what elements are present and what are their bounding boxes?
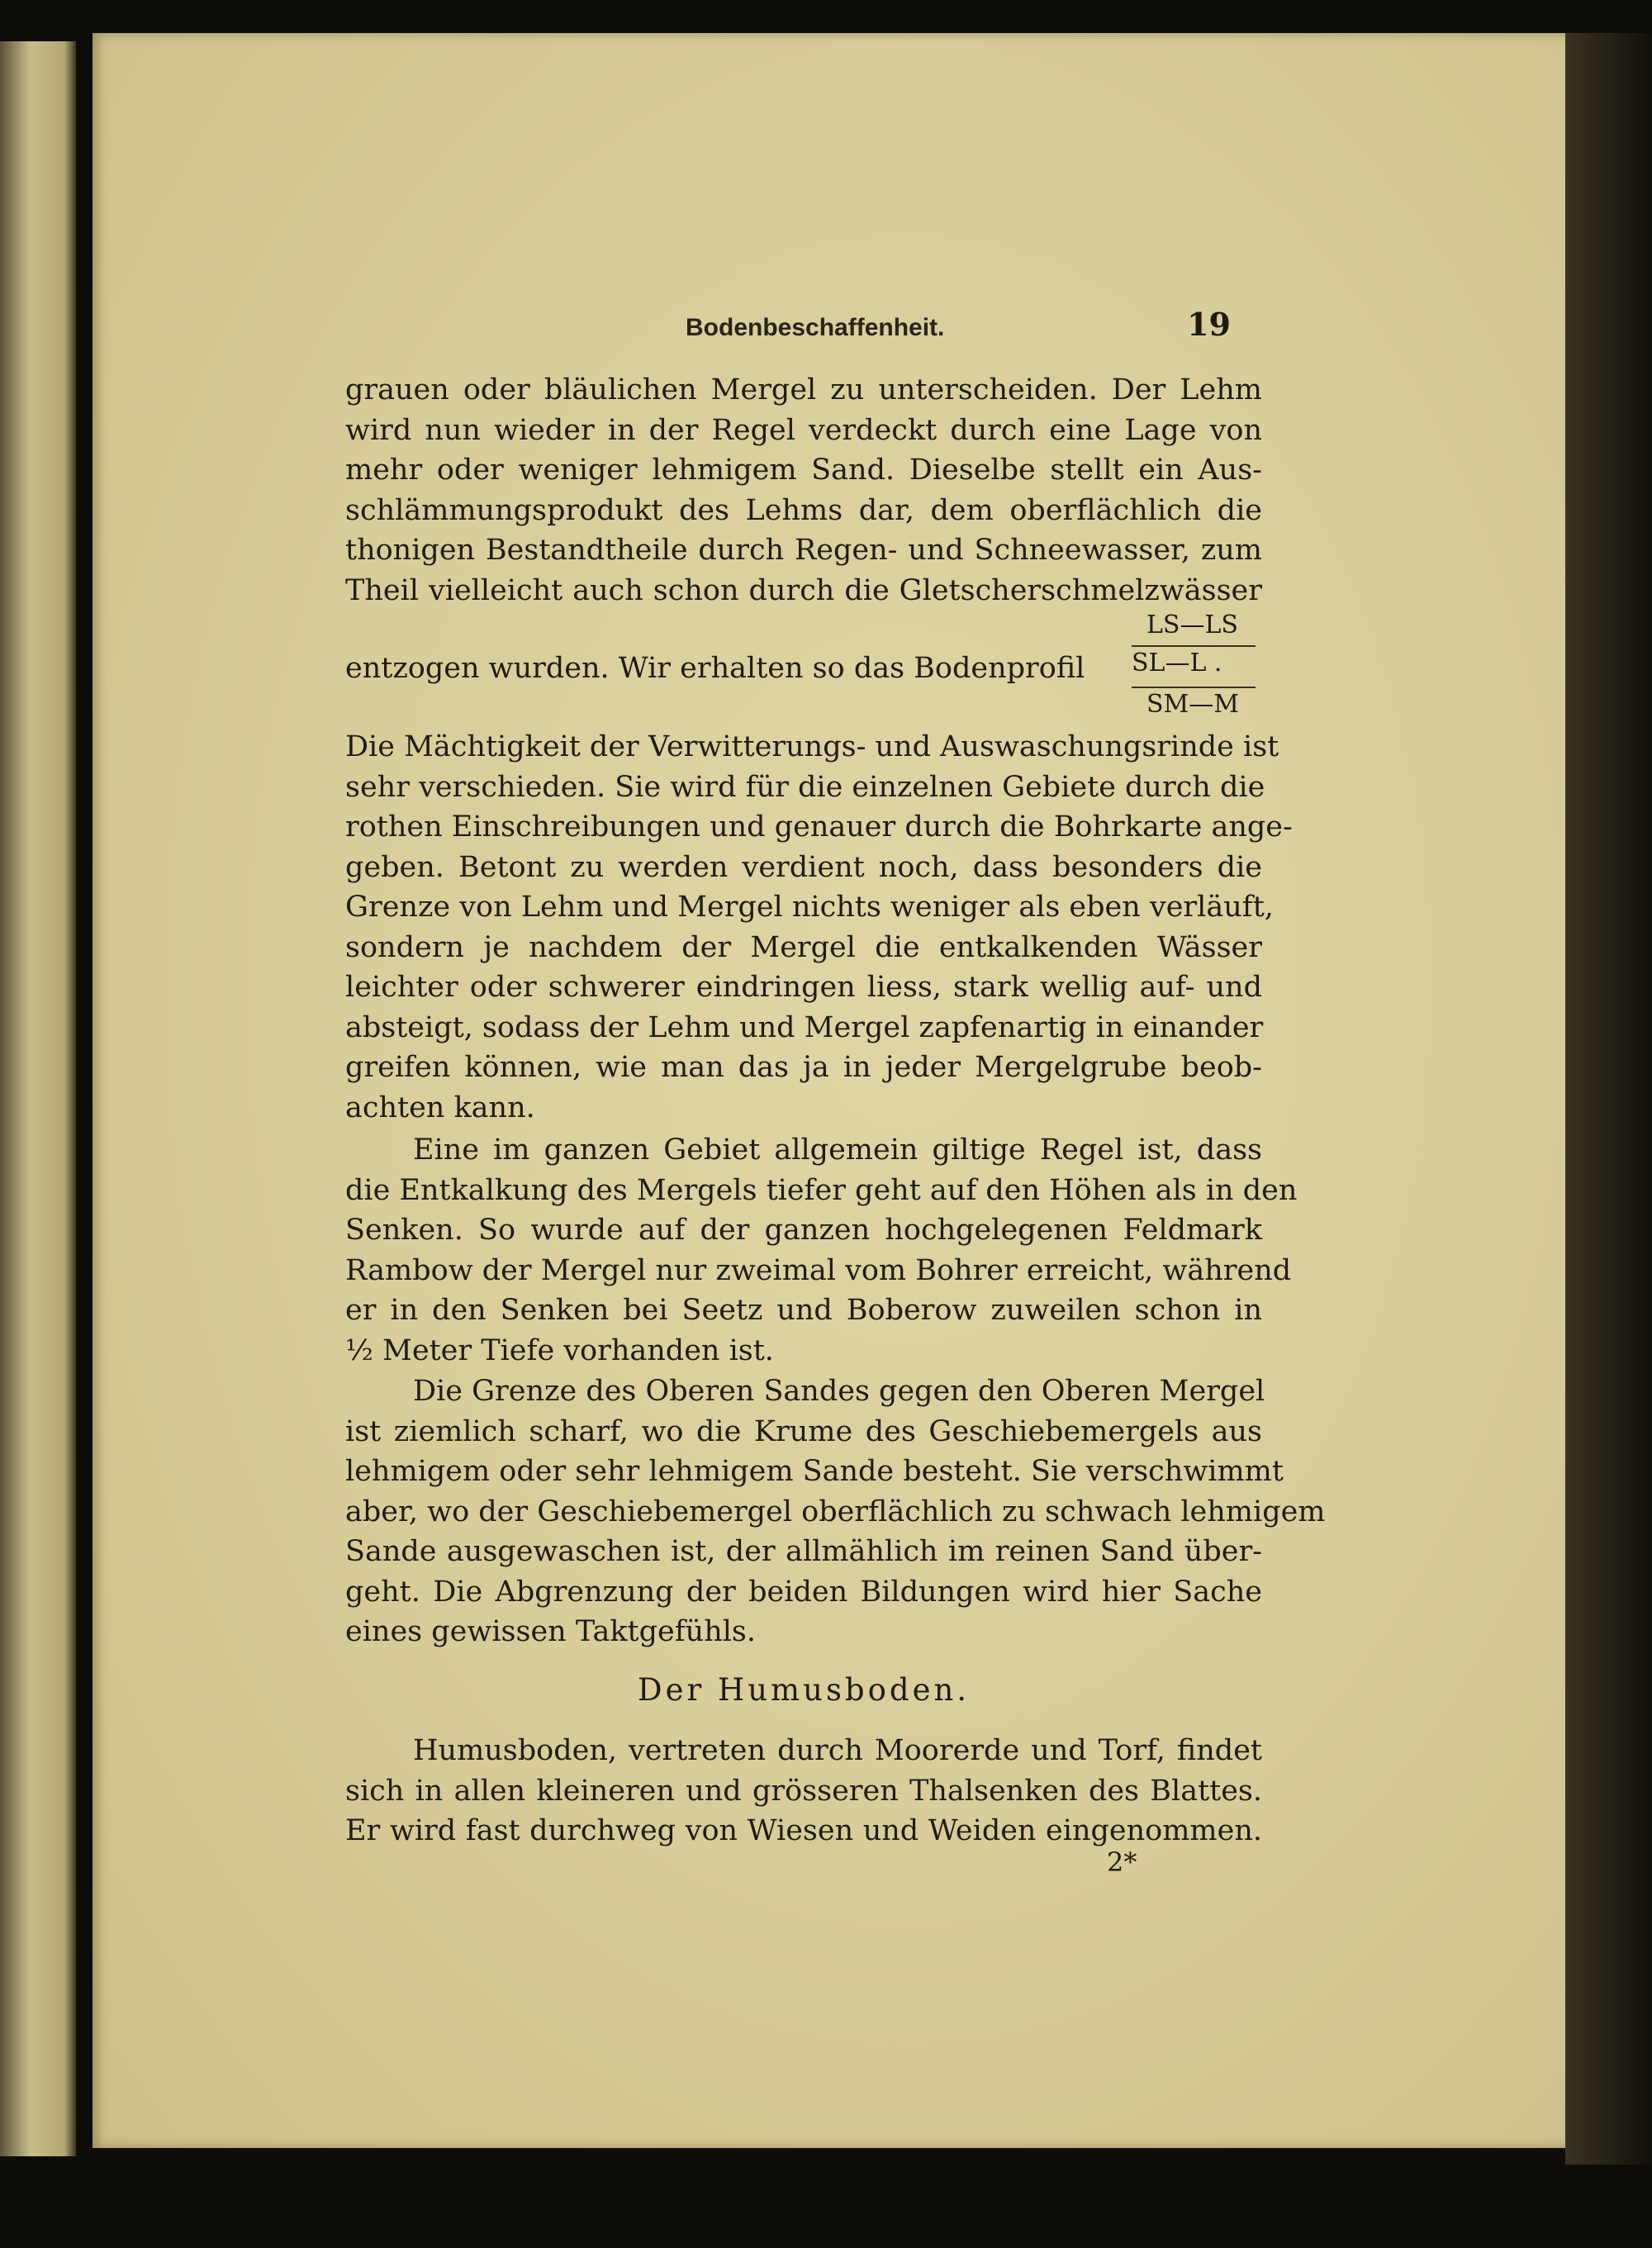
formula-middle: SL—L . — [1132, 645, 1256, 688]
text-line: Die Grenze des Oberen Sandes gegen den Oberen Mergel — [413, 1375, 1265, 1408]
text-line: sehr verschieden. Sie wird für die einzelnen Gebiete durch die — [345, 770, 1265, 804]
text-line: Sande ausgewaschen ist, der allmählich im reinen Sand über- — [345, 1535, 1262, 1568]
paragraph-1 — [345, 370, 1262, 611]
formula-bottom: SM—M — [1146, 690, 1239, 719]
section-heading: Der Humusboden. — [637, 1672, 971, 1708]
running-title: Bodenbeschaffenheit. — [686, 314, 945, 341]
text-line: eines gewissen Taktgefühls. — [345, 1615, 757, 1648]
text-line: ½ Meter Tiefe vorhanden ist. — [345, 1333, 774, 1367]
text-line: thonigen Bestandtheile durch Regen- und Schneewasser, zum — [345, 534, 1262, 567]
text-line: er in den Senken bei Seetz und Boberow zuweilen schon in — [345, 1294, 1262, 1327]
text-line: Die Mächtigkeit der Verwitterungs- und Auswaschungsrinde ist — [345, 730, 1279, 763]
text-line: mehr oder weniger lehmigem Sand. Dieselbe stellt ein Aus- — [345, 454, 1262, 487]
text-line: lehmigem oder sehr lehmigem Sande besteht. Sie verschwimmt — [345, 1455, 1284, 1488]
text-line: greifen können, wie man das ja in jeder Mergelgrube beob- — [345, 1051, 1262, 1084]
text-line: aber, wo der Geschiebemergel oberflächlich zu schwach lehmigem — [345, 1495, 1326, 1528]
text-line: geht. Die Abgrenzung der beiden Bildungen wird hier Sache — [345, 1575, 1262, 1609]
text-line: entzogen wurden. Wir erhalten so das Bodenprofil — [345, 652, 1085, 685]
text-line: Grenze von Lehm und Mergel nichts weniger als eben verläuft, — [345, 891, 1274, 924]
page-number: 19 — [1187, 306, 1231, 343]
text-line: geben. Betont zu werden verdient noch, dass besonders die — [345, 850, 1262, 884]
text-line: Er wird fast durchweg von Wiesen und Weiden eingenommen. — [345, 1814, 1262, 1847]
text-line: rothen Einschreibungen und genauer durch die Bohrkarte ange- — [345, 810, 1293, 844]
text-line: ist ziemlich scharf, wo die Krume des Geschiebemergels aus — [345, 1414, 1262, 1448]
text-line: wird nun wieder in der Regel verdeckt durch eine Lage von — [345, 413, 1262, 447]
text-line: die Entkalkung des Mergels tiefer geht auf den Höhen als in den — [345, 1173, 1298, 1207]
text-line: absteigt, sodass der Lehm und Mergel zapfenartig in einander — [345, 1010, 1264, 1044]
text-line: sich in allen kleineren und grösseren Thalsenken des Blattes. — [345, 1774, 1262, 1808]
paragraph-5 — [345, 1731, 1262, 1851]
signature-mark: 2* — [1107, 1846, 1137, 1878]
text-line: Humusboden, vertreten durch Moorerde und Torf, findet — [413, 1734, 1262, 1767]
text-line: Eine im ganzen Gebiet allgemein giltige Regel ist, dass — [413, 1134, 1262, 1167]
paragraph-2 — [345, 727, 1293, 1128]
text-line: grauen oder bläulichen Mergel zu unterscheiden. Der Lehm — [345, 373, 1262, 406]
formula-top: LS—LS — [1146, 611, 1238, 639]
previous-page-edge — [0, 41, 76, 2156]
text-line: Senken. So wurde auf der ganzen hochgelegenen Feldmark — [345, 1214, 1262, 1247]
text-line: leichter oder schwerer eindringen liess, stark wellig auf- und — [345, 971, 1262, 1004]
text-line: schlämmungsprodukt des Lehms dar, dem oberflächlich die — [345, 493, 1262, 527]
paragraph-4 — [345, 1371, 1326, 1652]
page-shadow-edge — [1565, 33, 1652, 2165]
running-header — [686, 306, 1264, 355]
paragraph-3 — [345, 1130, 1298, 1371]
text-line: achten kann. — [345, 1091, 535, 1124]
text-line: Rambow der Mergel nur zweimal vom Bohrer erreicht, während — [345, 1253, 1292, 1287]
formula-line — [345, 649, 1262, 689]
text-line: sondern je nachdem der Mergel die entkalkenden Wässer — [345, 930, 1262, 964]
text-line: Theil vielleicht auch schon durch die Gletscherschmelzwässer — [345, 573, 1262, 607]
